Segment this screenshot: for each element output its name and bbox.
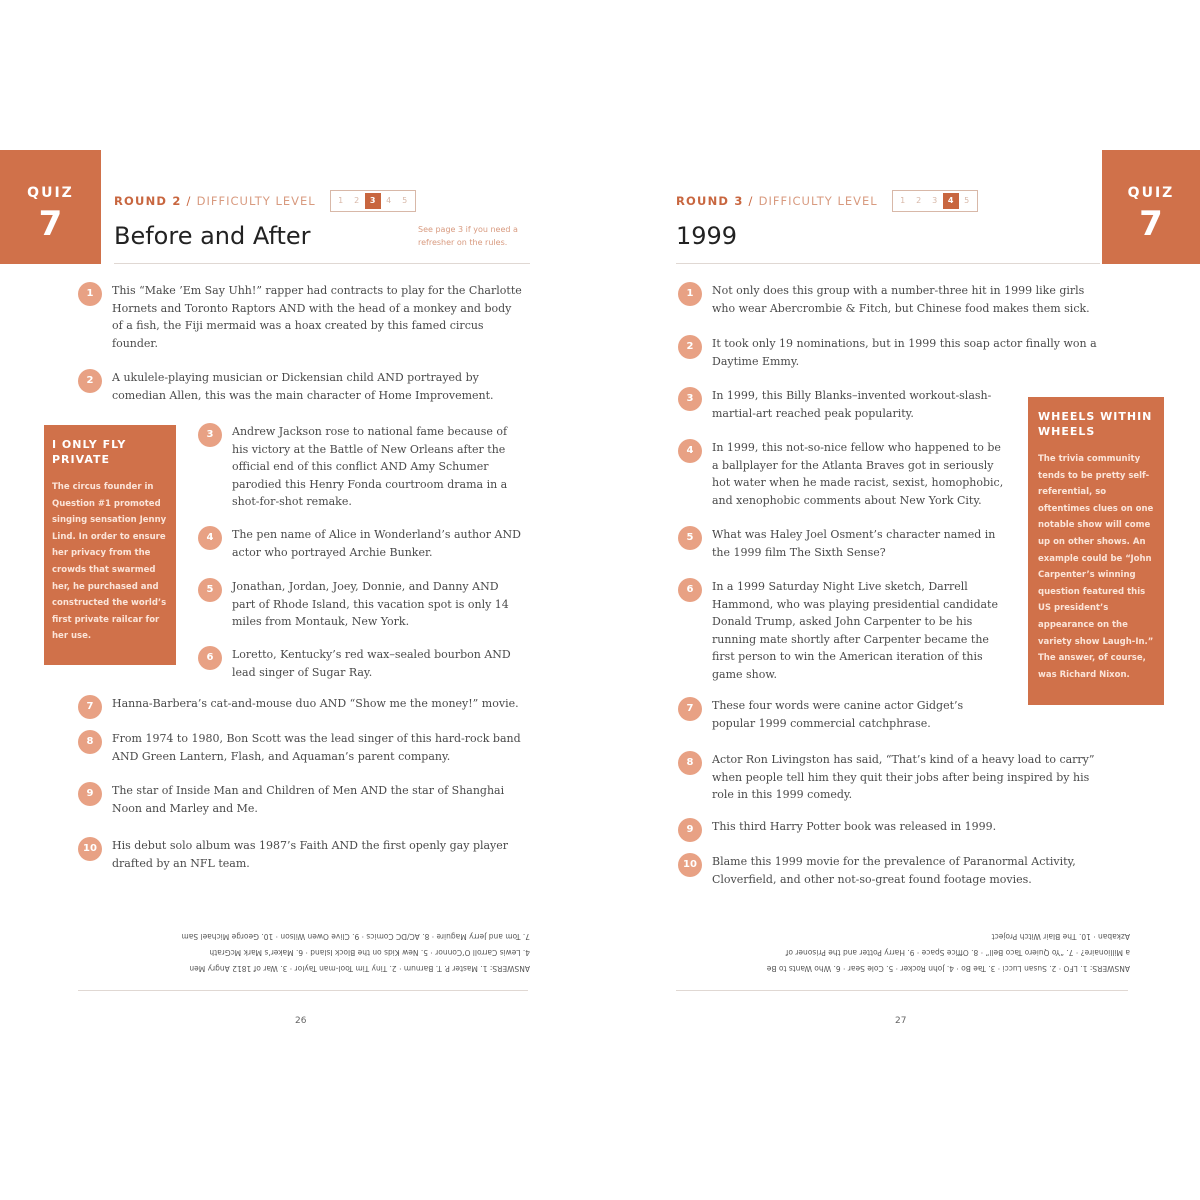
- difficulty-level-4: 4: [943, 193, 959, 209]
- question-text: Actor Ron Livingston has said, “That’s kind of a heavy load to carry” when people tell him they quit their jobs after being inspired by his role in this 1999 comedy.: [712, 753, 1095, 801]
- round-header: [114, 190, 416, 212]
- question-number-badge: 6: [678, 578, 702, 602]
- header-divider: [114, 263, 530, 264]
- sidebar-body: The circus founder in Question #1 promoted singing sensation Jenny Lind. In order to ensure her privacy from the crowds that swarmed her, he purchased and constructed the world’s first private railcar for her use.: [52, 482, 167, 642]
- question-number-badge: 2: [78, 369, 102, 393]
- difficulty-level-1: 1: [900, 196, 906, 205]
- answer-line: ANSWERS: 1. Master P. T. Barnum · 2. Tiny Tim Tool-man Taylor · 3. War of 1812 Angry Men: [189, 964, 530, 973]
- question-number-badge: 10: [678, 853, 702, 877]
- question-number-badge: 9: [78, 782, 102, 806]
- round-label: ROUND 3: [676, 194, 744, 208]
- header-divider: [676, 263, 1100, 264]
- question-item: [678, 282, 1108, 317]
- round-separator: /: [748, 194, 754, 208]
- quiz-label: QUIZ: [27, 185, 74, 201]
- answers-upside-down: [100, 928, 530, 976]
- question-item: [678, 818, 1108, 842]
- page-number: 27: [895, 1016, 907, 1026]
- difficulty-level-2: 2: [354, 196, 360, 205]
- question-item: [198, 646, 523, 681]
- round-separator: /: [186, 194, 192, 208]
- question-text: The pen name of Alice in Wonderland’s author AND actor who portrayed Archie Bunker.: [232, 528, 521, 559]
- question-item: [198, 578, 523, 631]
- answers-divider: [676, 990, 1128, 991]
- question-text: Not only does this group with a number-three hit in 1999 like girls who wear Abercrombie & Fitch, but Chinese food makes them sick.: [712, 284, 1090, 315]
- difficulty-level-1: 1: [338, 196, 344, 205]
- question-number-badge: 5: [678, 526, 702, 550]
- question-number-badge: 7: [678, 697, 702, 721]
- answer-line: 7. Tom and Jerry Maguire · 8. AC/DC Comics · 9. Clive Owen Wilson · 10. George Michael Sam: [181, 932, 530, 941]
- answers-divider: [78, 990, 528, 991]
- book-spread: [0, 150, 1200, 1050]
- difficulty-level-4: 4: [386, 196, 392, 205]
- difficulty-meter: [892, 190, 978, 212]
- question-item: [678, 335, 1108, 370]
- difficulty-label: DIFFICULTY LEVEL: [758, 194, 878, 208]
- question-number-badge: 8: [78, 730, 102, 754]
- question-item: [678, 853, 1108, 888]
- difficulty-level-3: 3: [365, 193, 381, 209]
- question-number-badge: 3: [678, 387, 702, 411]
- answer-line: Azkaban · 10. The Blair Witch Project: [991, 932, 1130, 941]
- question-item: [678, 578, 1008, 683]
- quiz-tab: [1102, 150, 1200, 264]
- answers-upside-down: [690, 928, 1130, 976]
- question-item: [678, 439, 1008, 509]
- sidebar-body: The trivia community tends to be pretty self-referential, so oftentimes clues on one notable show will come up on other shows. An example could be “John Carpenter’s winning question featured this US president’s appearance on the variety show Laugh-In.” The answer, of course, was Richard Nixon.: [1038, 454, 1154, 680]
- quiz-number: 7: [1139, 204, 1163, 244]
- page-number: 26: [295, 1016, 307, 1026]
- question-text: Jonathan, Jordan, Joey, Donnie, and Danny AND part of Rhode Island, this vacation spot is only 14 miles from Montauk, New York.: [232, 580, 509, 628]
- question-item: [78, 369, 498, 404]
- difficulty-level-3: 3: [932, 196, 938, 205]
- difficulty-label: DIFFICULTY LEVEL: [196, 194, 316, 208]
- question-text: His debut solo album was 1987’s Faith AND the first openly gay player drafted by an NFL team.: [112, 839, 509, 870]
- rules-note: See page 3 if you need a refresher on the rules.: [418, 225, 518, 247]
- question-text: Loretto, Kentucky’s red wax–sealed bourbon AND lead singer of Sugar Ray.: [232, 648, 511, 679]
- question-text: It took only 19 nominations, but in 1999 this soap actor finally won a Daytime Emmy.: [712, 337, 1097, 368]
- right-page: [600, 150, 1200, 1050]
- page-title: Before and After: [114, 222, 311, 250]
- question-item: [78, 782, 523, 817]
- sidebar-box: [1028, 397, 1164, 705]
- question-text: In 1999, this Billy Blanks–invented workout-slash-martial-art reached peak popularity.: [712, 389, 992, 420]
- question-number-badge: 10: [78, 837, 102, 861]
- question-text: This third Harry Potter book was released in 1999.: [712, 820, 997, 833]
- question-number-badge: 1: [78, 282, 102, 306]
- question-number-badge: 4: [678, 439, 702, 463]
- question-item: [678, 751, 1108, 804]
- quiz-label: QUIZ: [1127, 185, 1175, 201]
- question-text: Andrew Jackson rose to national fame because of his victory at the Battle of New Orleans after the official end of this conflict AND Amy Schumer parodied this Henry Fonda courtroom drama in a shot-for-shot remake.: [232, 425, 508, 508]
- question-item: [678, 697, 1008, 732]
- question-item: [198, 423, 523, 511]
- question-item: [678, 387, 1008, 422]
- answer-line: a Millionaire? · 7. “Yo Quiero Taco Bell” · 8. Office Space · 9. Harry Potter and the Prisoner of: [785, 948, 1130, 957]
- question-text: In a 1999 Saturday Night Live sketch, Darrell Hammond, who was playing presidential candidate Donald Trump, asked John Carpenter to be his running mate shortly after Carpenter became the first person to win the American iteration of this game show.: [712, 580, 998, 681]
- question-item: [78, 695, 523, 719]
- question-text: The star of Inside Man and Children of Men AND the star of Shanghai Noon and Marley and Me.: [112, 784, 505, 815]
- question-item: [78, 837, 523, 872]
- question-number-badge: 5: [198, 578, 222, 602]
- question-item: [678, 526, 1008, 561]
- sidebar-heading: I ONLY FLY PRIVATE: [52, 438, 127, 466]
- question-text: Hanna-Barbera’s cat-and-mouse duo AND “Show me the money!” movie.: [112, 697, 519, 710]
- difficulty-level-5: 5: [402, 196, 408, 205]
- question-text: From 1974 to 1980, Bon Scott was the lead singer of this hard-rock band AND Green Lantern, Flash, and Aquaman’s parent company.: [112, 732, 521, 763]
- sidebar-box: [44, 425, 176, 665]
- question-number-badge: 1: [678, 282, 702, 306]
- sidebar-heading: WHEELS WITHIN WHEELS: [1038, 410, 1153, 438]
- question-text: Blame this 1999 movie for the prevalence of Paranormal Activity, Cloverfield, and other not-so-great found footage movies.: [712, 855, 1076, 886]
- difficulty-level-5: 5: [964, 196, 970, 205]
- question-item: [78, 282, 523, 352]
- question-number-badge: 2: [678, 335, 702, 359]
- question-item: [198, 526, 523, 561]
- question-number-badge: 7: [78, 695, 102, 719]
- question-item: [78, 730, 523, 765]
- page-title: 1999: [676, 222, 738, 250]
- question-number-badge: 3: [198, 423, 222, 447]
- difficulty-level-2: 2: [916, 196, 922, 205]
- quiz-tab: [0, 150, 101, 264]
- quiz-number: 7: [38, 204, 63, 244]
- question-number-badge: 8: [678, 751, 702, 775]
- round-header: [676, 190, 978, 212]
- answer-line: ANSWERS: 1. LFO · 2. Susan Lucci · 3. Tae Bo · 4. John Rocker · 5. Cole Sear · 6. Who Wants to Be: [766, 964, 1130, 973]
- question-number-badge: 4: [198, 526, 222, 550]
- question-text: This “Make ’Em Say Uhh!” rapper had contracts to play for the Charlotte Hornets and Toronto Raptors AND with the head of a monkey and body of a fish, the Fiji mermaid was a hoax created by this famed circus founder.: [112, 284, 522, 350]
- question-text: What was Haley Joel Osment’s character named in the 1999 film The Sixth Sense?: [712, 528, 996, 559]
- question-text: In 1999, this not-so-nice fellow who happened to be a ballplayer for the Atlanta Braves got in seriously hot water when he made racist, sexist, homophobic, and xenophobic comments about New York City.: [712, 441, 1004, 507]
- left-page: [0, 150, 600, 1050]
- answer-line: 4. Lewis Carroll O’Connor · 5. New Kids on the Block Island · 6. Maker’s Mark McGrath: [209, 948, 530, 957]
- difficulty-meter: [330, 190, 416, 212]
- question-number-badge: 6: [198, 646, 222, 670]
- round-label: ROUND 2: [114, 194, 182, 208]
- question-text: A ukulele-playing musician or Dickensian child AND portrayed by comedian Allen, this was the main character of Home Improvement.: [112, 371, 494, 402]
- question-text: These four words were canine actor Gidget’s popular 1999 commercial catchphrase.: [712, 699, 964, 730]
- question-number-badge: 9: [678, 818, 702, 842]
